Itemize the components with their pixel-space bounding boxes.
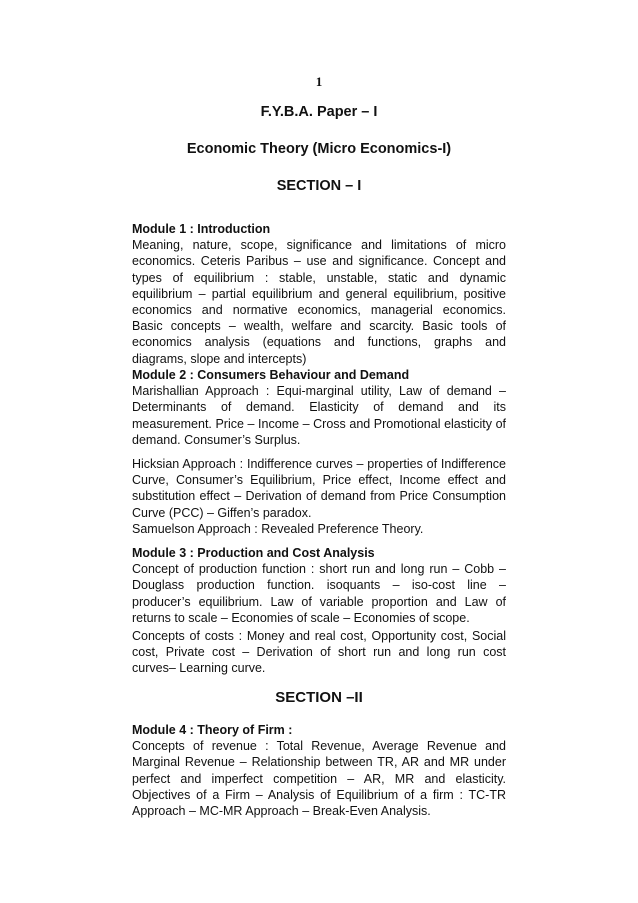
module-4-heading: Module 4 : Theory of Firm : — [132, 723, 293, 737]
paper-subtitle: Economic Theory (Micro Economics-I) — [186, 141, 452, 157]
module-4-text: Concepts of revenue : Total Revenue, Average Revenue and Marginal Revenue – Relationship between TR, AR and MR under perfect and imperfect competition – AR, MR and elasticity. Objectives of a Firm – Analysis of Equilibrium of a firm : TC-TR Approach – MC-MR Approach – Break-Even Analysis. — [132, 739, 506, 819]
module-3-costs-text: Concepts of costs : Money and real cost, Opportunity cost, Social cost, Private cost – Derivation of short run and long run cost curves– Learning curve. — [132, 629, 506, 676]
module-4 — [132, 722, 506, 819]
section-2-heading: SECTION –II — [275, 689, 363, 706]
module-1 — [132, 221, 506, 367]
module-2 — [132, 367, 506, 448]
module-2-hicksian — [132, 456, 506, 537]
module-3-text: Concept of production function : short run and long run – Cobb – Douglass production function. isoquants – iso-cost line – producer’s equilibrium. Law of variable proportion and Law of returns to scale – Economies of scale – Economies of scope. — [132, 562, 506, 625]
module-2-samuelson-text: Samuelson Approach : Revealed Preference Theory. — [132, 521, 424, 536]
module-3 — [132, 545, 506, 626]
module-3-costs — [132, 628, 506, 677]
module-3-heading: Module 3 : Production and Cost Analysis — [132, 546, 375, 560]
page-number: 1 — [315, 74, 323, 89]
module-2-heading: Module 2 : Consumers Behaviour and Demand — [132, 368, 410, 382]
module-1-heading: Module 1 : Introduction — [132, 222, 271, 236]
section-1-heading: SECTION – I — [276, 178, 362, 194]
module-2-hicksian-text: Hicksian Approach : Indifference curves – properties of Indifference Curve, Consumer’s Equilibrium, Price effect, Income effect and substitution effect – Derivation of demand from Price Consumption Curve (PCC) – Giffen’s paradox. — [132, 457, 506, 520]
paper-title: F.Y.B.A. Paper – I — [260, 104, 378, 120]
module-2-text: Marishallian Approach : Equi-marginal utility, Law of demand – Determinants of demand. Elasticity of demand and its measurement. Price – Income – Cross and Promotional elasticity of demand. Consumer’s Surplus. — [132, 384, 506, 447]
module-1-text: Meaning, nature, scope, significance and limitations of micro economics. Ceteris Paribus – use and significance. Concept and types of equilibrium : stable, unstable, static and dynamic equilibrium – partial equilibrium and general equilibrium, positive economics and normative economics, managerial economics. Basic concepts – wealth, welfare and scarcity. Basic tools of economics analysis (equations and functions, graphs and diagrams, slope and intercepts) — [132, 238, 506, 366]
